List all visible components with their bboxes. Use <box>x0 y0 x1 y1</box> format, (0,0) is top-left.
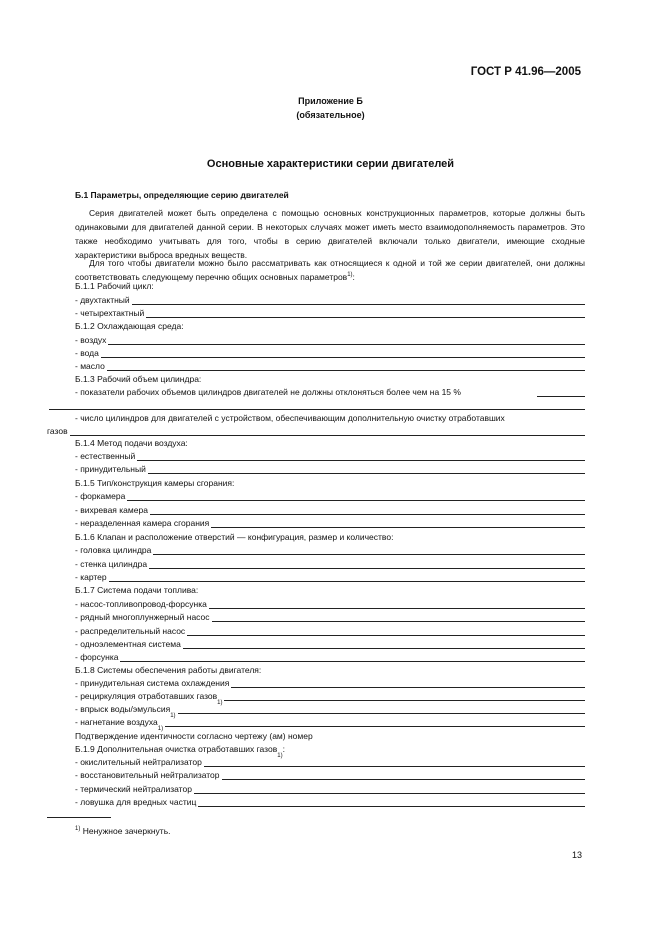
paragraph <box>75 206 585 262</box>
blank-line[interactable] <box>148 472 585 474</box>
blank-line[interactable] <box>127 499 585 501</box>
blank-line[interactable] <box>107 369 585 371</box>
blank-line[interactable] <box>224 699 585 701</box>
list-item: Б.1.7 Система подачи топлива: <box>75 585 199 595</box>
blank-line[interactable] <box>178 712 585 714</box>
footnote-mark: 1) <box>75 826 81 832</box>
blank-line[interactable] <box>209 607 585 609</box>
list-item: - четырехтактный <box>75 307 585 320</box>
list-item: - термический нейтрализатор <box>75 783 585 796</box>
blank-line[interactable] <box>153 553 585 555</box>
blank-line[interactable] <box>211 526 585 528</box>
appendix-label: Приложение Б <box>298 96 363 106</box>
blank-line[interactable] <box>183 647 585 649</box>
list-item: Б.1.3 Рабочий объем цилиндра: <box>75 374 202 384</box>
list-item: - распределительный насос <box>75 625 585 638</box>
list-item: Б.1.4 Метод подачи воздуха: <box>75 438 188 448</box>
list-item: - картер <box>75 571 585 584</box>
list-item: - неразделенная камера сгорания <box>75 517 585 530</box>
list-item: Б.1.6 Клапан и расположение отверстий — конфигурация, размер и количество: <box>75 532 394 542</box>
page-number: 13 <box>571 850 582 860</box>
list-item: - форсунка <box>75 651 585 664</box>
list-item: Подтверждение идентичности согласно чертежу (ам) номер <box>75 731 313 741</box>
blank-line[interactable] <box>132 303 585 305</box>
blank-line[interactable] <box>537 395 585 397</box>
list-item: - принудительный <box>75 463 585 476</box>
list-item: - принудительная система охлаждения <box>75 677 585 690</box>
page-title: Основные характеристики серии двигателей <box>206 158 455 170</box>
blank-line[interactable] <box>222 778 585 780</box>
paragraph: Для того чтобы двигатели можно было рассматривать как относящиеся к одной и той же серии двигателей, они должны соответствовать следующему перечню общих основных параметров$^{1)}$: <box>75 258 585 282</box>
list-item: - рециркуляция отработавших газов 1) <box>75 690 585 703</box>
list-item: Б.1.2 Охлаждающая среда: <box>75 321 184 331</box>
blank-line[interactable] <box>165 725 585 727</box>
blank-line[interactable] <box>146 316 585 318</box>
blank-line[interactable] <box>49 408 585 410</box>
footnote <box>75 826 171 836</box>
list-item: Б.1.8 Системы обеспечения работы двигателя: <box>75 665 262 675</box>
appendix-heading <box>0 94 661 122</box>
blank-line[interactable] <box>137 459 585 461</box>
list-item: - ловушка для вредных частиц <box>75 796 585 809</box>
list-item: - число цилиндров для двигателей с устройством, обеспечивающим дополнительную очистку отработавших <box>75 413 505 423</box>
paragraph-text: Для того чтобы двигатели можно было рассматривать как относящиеся к одной и той же серии двигателей, они должны соответствовать следующему перечню общих основных параметров <box>75 258 585 282</box>
paragraph-text: Серия двигателей может быть определена с помощью основных конструкционных параметров, которые должны быть одинаковыми для двигателей данной серии. В некоторых случаях может иметь место взаимодополняемость параметров. Это также необходимо учитывать для того, чтобы в серию двигателей включали только двигатели, имеющие сходные характеристики выброса вредных веществ. <box>75 208 585 260</box>
blank-line[interactable] <box>212 620 585 622</box>
list-item: - двухтактный <box>75 294 585 307</box>
footnote-text: Ненужное зачеркнуть. <box>82 826 171 836</box>
blank-line[interactable] <box>198 805 585 807</box>
list-item: газов <box>47 425 585 438</box>
section-heading: Б.1 Параметры, определяющие серию двигателей <box>75 190 289 200</box>
blank-line[interactable] <box>109 580 585 582</box>
list-item <box>47 399 585 412</box>
blank-line[interactable] <box>150 513 585 515</box>
list-item: - естественный <box>75 450 585 463</box>
list-item: - насос-топливопровод-форсунка <box>75 598 585 611</box>
blank-line[interactable] <box>149 567 585 569</box>
list-item: - масло <box>75 360 585 373</box>
list-item: - показатели рабочих объемов цилиндров двигателей не должны отклоняться более чем на 15 % <box>75 386 585 399</box>
list-item: - головка цилиндра <box>75 544 585 557</box>
blank-line[interactable] <box>231 686 585 688</box>
list-item: Б.1.5 Тип/конструкция камеры сгорания: <box>75 478 235 488</box>
blank-line[interactable] <box>70 434 585 436</box>
list-item: - впрыск воды/эмульсия 1) <box>75 703 585 716</box>
blank-line[interactable] <box>204 765 585 767</box>
list-item: - рядный многоплунжерный насос <box>75 611 585 624</box>
list-item: - воздух <box>75 334 585 347</box>
list-item: - окислительный нейтрализатор <box>75 756 585 769</box>
list-item: - стенка цилиндра <box>75 558 585 571</box>
list-item: Б.1.9 Дополнительная очистка отработавших газов 1) : <box>75 744 285 759</box>
footnote-divider <box>47 817 111 818</box>
blank-line[interactable] <box>187 634 585 636</box>
list-item: - восстановительный нейтрализатор <box>75 769 585 782</box>
list-item: - вихревая камера <box>75 504 585 517</box>
list-item: - одноэлементная система <box>75 638 585 651</box>
appendix-status: (обязательное) <box>296 110 365 120</box>
list-item: - форкамера <box>75 490 585 503</box>
blank-line[interactable] <box>108 343 585 345</box>
list-item: - вода <box>75 347 585 360</box>
footnote-ref: 1) <box>347 272 353 278</box>
blank-line[interactable] <box>101 356 585 358</box>
blank-line[interactable] <box>194 792 585 794</box>
list-item: - нагнетание воздуха 1) <box>75 716 585 729</box>
blank-line[interactable] <box>120 660 585 662</box>
list-item: Б.1.1 Рабочий цикл: <box>75 281 154 291</box>
document-code: ГОСТ Р 41.96—2005 <box>470 66 581 78</box>
